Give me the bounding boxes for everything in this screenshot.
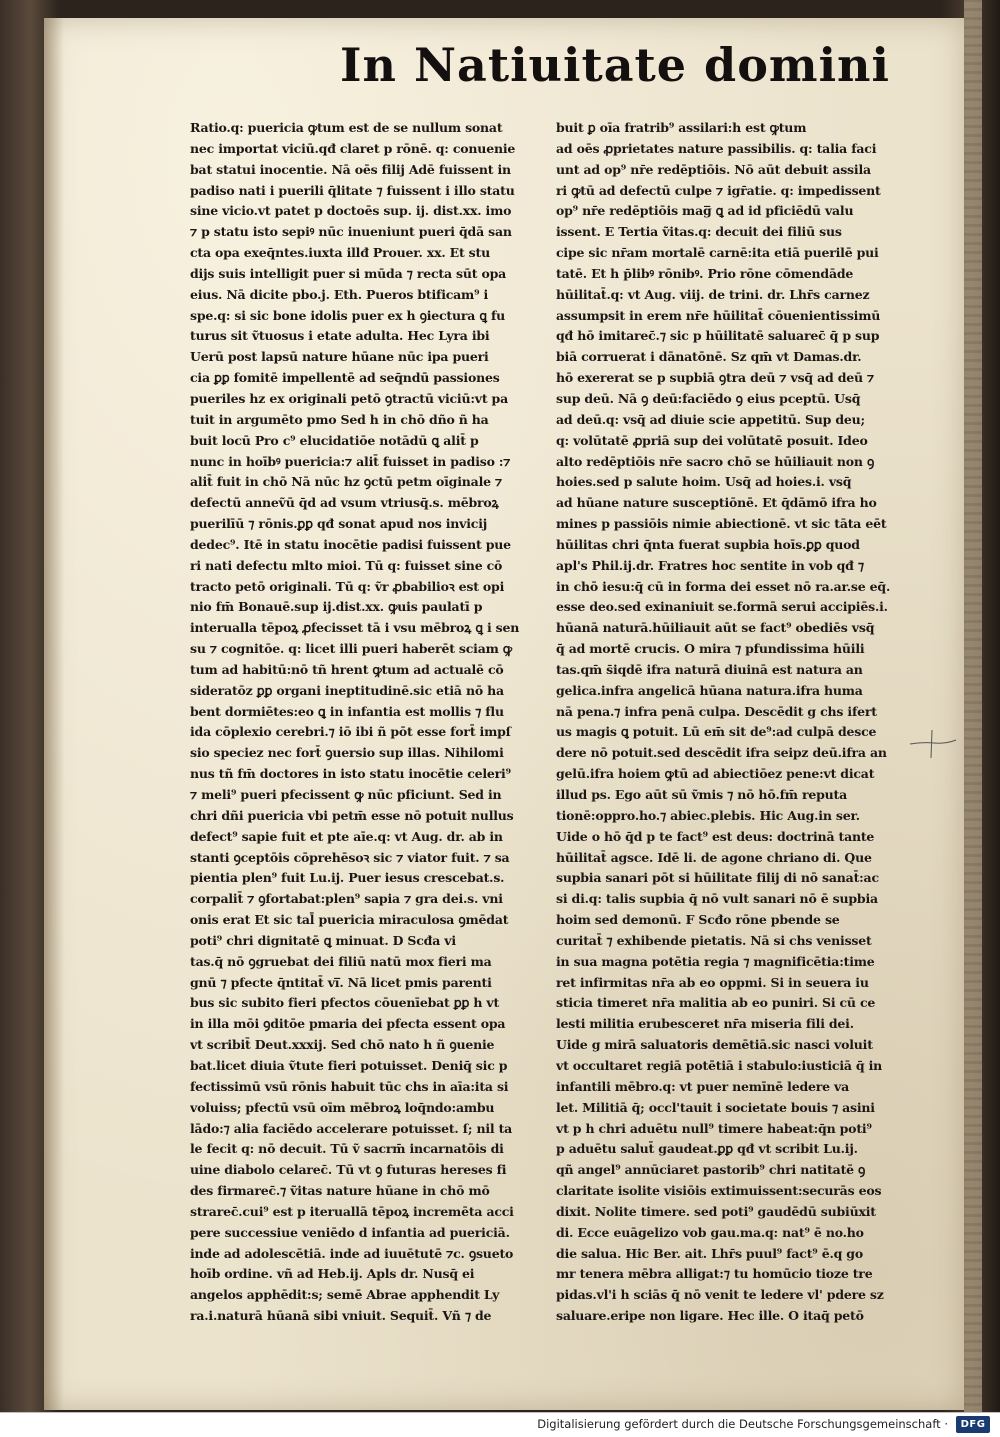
text-line: tracto petō originali. Tū q: ṽr ꝓbabilioꝛ est opi [190, 578, 505, 594]
text-line: ⁊ p statu isto sepiꝰ nūc inueniunt pueri q̄dā san [190, 224, 512, 240]
text-line: dixit. Nolite timere. sed poti⁹ gaudēdū subiūxit [556, 1203, 876, 1219]
text-line: pueriles hz ex originali petō ꝯtractū viciū:vt pa [190, 390, 508, 406]
text-line: dedec⁹. Itē in statu inocētie padisi fuissent pue [190, 536, 511, 552]
text-line: poti⁹ chri dignitatē ꝗ minuat. D Scđa vi [190, 932, 456, 948]
text-line: buit locū Pro c⁹ elucidatiōe notādū ꝗ alit̄ p [190, 432, 479, 448]
text-line: nus tñ fm̄ doctores in isto statu inocētie celeri⁹ [190, 766, 511, 782]
text-line: let. Militiā q̄; occl'tauit i societate bouis ⁊ asini [556, 1099, 875, 1115]
text-line: fectissimū vsū rōnis habuit tūc chs in aīa:ita si [190, 1078, 509, 1094]
text-line: curitat̄ ⁊ exhibende pietatis. Nā si chs venisset [556, 932, 872, 948]
text-line: dere nō potuit.sed descēdit ifra seipz deū.ifra an [556, 745, 887, 761]
text-line: des firmarec̄.⁊ ṽitas nature hūane in chō mō [190, 1183, 490, 1199]
text-line: ret infirmitas nr̄a ab eo oppmi. Si in seuera iu [556, 974, 869, 990]
text-line: us magis ꝗ potuit. Lū em̄ sit de⁹:ad culpā desce [556, 724, 877, 740]
text-line: tuit in argumēto pmo Sed h in chō dño ñ ha [190, 411, 489, 427]
text-line: nec importat viciū.qđ claret p rōnē. q: conuenie [190, 140, 516, 156]
text-line: esse deo.sed exinaniuit se.formā serui accipiēs.i. [556, 599, 888, 615]
text-column-left [190, 118, 540, 1327]
text-line: in sua magna potētia regia ⁊ magnificētia:time [556, 953, 875, 969]
text-line: gelica.infra angelicā hūana natura.ifra huma [556, 682, 863, 698]
text-line: ri nati defectu mlto mioi. Tū q: fuisset sine cō [190, 557, 503, 573]
text-line: vt scribit̄ Deut.xxxij. Sed chō nato h ñ ꝯuenie [190, 1037, 495, 1053]
text-line: voluiss; pfectū vsū oīm mēbroꝝ loq̄ndo:ambu [190, 1099, 495, 1115]
text-line: angelos apphēdit:s; semē Abrae apphendit Ly [190, 1287, 500, 1303]
text-line: defect⁹ sapie fuit et pte aīe.q: vt Aug. dr. ab in [190, 828, 503, 844]
text-line: gnū ⁊ pfecte q̄ntitat̄ vi̅. Nā licet pmis parenti [190, 974, 492, 990]
text-line: vt p h chri aduētu null⁹ timere habeat:q̄n poti⁹ [556, 1120, 872, 1136]
text-line: strarec̄.cui⁹ est p iteruallā tēpoꝝ incremēta acci [190, 1203, 514, 1219]
text-line: Ratio.q: puericia ꝙtum est de se nullum sonat [190, 120, 503, 135]
text-line: sideratōz ꝑꝑ organi ineptitudinē.sic etiā nō ha [190, 682, 504, 698]
dfg-logo[interactable]: DFG [956, 1416, 990, 1433]
text-line: sticia timeret nr̄a malitia ab eo puniri. Si cū ce [556, 995, 876, 1011]
text-line: op⁹ nr̄e redēptiōis mag̅ ꝗ ad id pficiēdū valu [556, 203, 854, 219]
page-gutter-shadow [44, 18, 64, 1410]
text-line: q̄ ad mortē crucis. O mira ⁊ pfundissima hūili [556, 641, 865, 657]
text-line: cta opa exeq̄ntes.iuxta illđ Prouer. xx. Et stu [190, 245, 490, 261]
text-line: hō exererat se p supbiā ꝯtra deū ⁊ vsq̄ ad deū ⁊ [556, 370, 874, 386]
text-line: corpalit̄ ⁊ ꝯfortabat:plen⁹ sapia ⁊ gra dei.s. vni [190, 891, 503, 907]
text-line: pientia plen⁹ fuit Lu.ij. Puer iesus crescebat.s. [190, 870, 505, 886]
text-line: qđ hō imitarec̄.⁊ sic p hūilitatē saluarec̄ q̄ p sup [556, 328, 880, 344]
text-line: hoies.sed p salute hoim. Usq̄ ad hoies.i. vsq̄ [556, 474, 852, 490]
text-line: hoim sed demonū. F Scđo rōne pbende se [556, 912, 840, 928]
text-line: hūilitas chri q̄nta fuerat supbia hoīs.ꝑꝑ quod [556, 536, 860, 552]
text-line: turus sit ṽtuosus i etate adulta. Hec Lyra ibi [190, 328, 490, 344]
text-line: bus sic subito fieri pfectos cōuenīebat ꝑꝑ h vt [190, 995, 500, 1011]
text-line: cipe sic nr̄am mortalē carnē:ita etiā puerilē pui [556, 245, 879, 261]
text-line: ad hūane nature susceptiōnē. Et q̄dāmō ifra ho [556, 495, 877, 511]
text-line: su ⁊ cognitōe. q: licet illi pueri haberēt sciam ꝙ [190, 641, 512, 657]
text-line: mr tenera mēbra alligat:⁊ tu homūcio tioze tre [556, 1266, 873, 1282]
text-line: hoīb ordine. vñ ad Heb.ij. Apls dr. Nusq̄ ei [190, 1266, 475, 1282]
text-line: infantili mēbro.q: vt puer nemīnē ledere va [556, 1078, 850, 1094]
text-line: spe.q: si sic bone idolis puer ex h ꝯiectura ꝗ fu [190, 307, 506, 323]
text-line: biā corruerat i dānatōnē. Sz qm̄ vt Damas.dr. [556, 349, 862, 365]
text-line: nā pena.⁊ infra penā culpa. Descēdit g chs ifert [556, 703, 877, 719]
text-line: nio fm̄ Bonauē.sup ij.dist.xx. ꝙuis paulatī p [190, 599, 483, 615]
text-line: mines p passiōis nimie abiectionē. vt sic tāta eēt [556, 516, 887, 532]
text-line: Uide o hō q̄d p te fact⁹ est deus: doctrinā tante [556, 828, 875, 844]
text-line: lesti militia erubesceret nr̄a miseria fili dei. [556, 1016, 854, 1032]
text-line: assumpsit in erem nr̄e hūilitat̄ cōuenientissimū [556, 307, 881, 323]
text-line: Uerū post lapsū nature hūane nūc ipa pueri [190, 349, 489, 365]
text-line: pidas.vl'i h sciās q̄ nō venit te ledere vl' pdere sz [556, 1287, 884, 1303]
text-line: tum ad habitū:nō tñ hrent ꝙtum ad actualē cō [190, 661, 504, 677]
text-line: hūilitat̄.q: vt Aug. viij. de trini. dr. Lhr̄s carnez [556, 286, 870, 302]
page-heading: In Natiuitate domini [340, 38, 890, 92]
color-reference-strip [964, 0, 982, 1412]
text-line: ⁊ meli⁹ pueri pfecissent ꝙ nūc pficiunt. Sed in [190, 787, 502, 802]
text-line: ida cōplexio cerebri.⁊ iō ibi ñ pōt esse fort̄ impſ [190, 724, 511, 740]
text-line: bat statui inocentie. Nā oēs filij Adē fuissent in [190, 161, 511, 177]
text-line: tatē. Et h p̄libꝰ rōnibꝰ. Prio rōne cōmendāde [556, 265, 854, 281]
text-line: defectū anneṽū q̄d ad vsum vtriusq̄.s. mēbroꝝ [190, 495, 499, 511]
text-line: padiso nati i puerili q̄litate ⁊ fuissent i illo statu [190, 182, 515, 198]
text-line: ad oēs ꝓprietates nature passibilis. q: talia faci [556, 140, 877, 156]
text-line: interualla tēpoꝝ ꝓfecisset tā i vsu mēbroꝝ ꝗ i sen [190, 620, 520, 636]
text-line: chri dñi puericia vbi petm̄ esse nō potuit nullus [190, 807, 514, 823]
text-line: uine diabolo celarec̄. Tū vt ꝯ futuras hereses fi [190, 1162, 507, 1178]
text-line: stanti ꝯceptōis cōprehēsoꝛ sic ⁊ viator fuit. ⁊ sa [190, 849, 510, 865]
footer-credit-text: Digitalisierung gefördert durch die Deutsche Forschungsgemeinschaft · [537, 1417, 948, 1431]
text-line: Uide g mirā saluatoris demētiā.sic nasci voluit [556, 1037, 873, 1053]
text-column-right [556, 118, 906, 1327]
text-line: nunc in hoībꝰ puericia:⁊ alit̄ fuisset in padiso :⁊ [190, 453, 511, 469]
text-line: apl's Phil.ij.dr. Fratres hoc sentite in vob qđ ⁊ [556, 557, 864, 573]
text-line: unt ad op⁹ nr̄e redēptiōis. Nō aūt debuit assila [556, 161, 871, 177]
text-line: supbia sanari pōt si hūilitate filij di nō sanat̄:ac [556, 870, 879, 886]
text-line: p aduētu salut̄ gaudeat.ꝑꝑ qđ vt scribit Lu.ij. [556, 1141, 858, 1157]
text-line: q: volūtatē ꝓpriā sup dei volūtatē posuit. Ideo [556, 432, 868, 448]
text-line: le fecit q: nō decuit. Tū ṽ sacrm̄ incarnatōis di [190, 1141, 504, 1157]
text-line: hūanā naturā.hūiliauit aūt se fact⁹ obediēs vsq̄ [556, 620, 875, 636]
text-line: pere successiue veniēdo d infantia ad puericiā. [190, 1224, 510, 1240]
text-line: in illa mōi ꝯditōe pmaria dei pfecta essent opa [190, 1016, 506, 1032]
text-line: bent dormiētes:eo ꝗ in infantia est mollis ⁊ flu [190, 703, 504, 719]
text-line: qñ angel⁹ annūciaret pastorib⁹ chri natitatē ꝯ [556, 1162, 866, 1178]
text-line: eius. Nā dicite pbo.j. Eth. Pueros btificam⁹ i [190, 286, 489, 302]
text-line: claritate isolite visiōis extimuissent:securās eos [556, 1183, 882, 1199]
text-line: ra.i.naturā hūanā sibi vniuit. Sequit̄. Vñ ⁊ de [190, 1308, 492, 1324]
text-line: onis erat Et sic tal̄ puericia miraculosa ꝯmēdat [190, 912, 509, 928]
text-line: ad deū.q: vsq̄ ad diuie scie appetitū. Sup deu; [556, 411, 865, 427]
text-line: alto redēptiōis nr̄e sacro chō se hūiliauit non ꝯ [556, 453, 875, 469]
text-line: illud ps. Ego aūt sū ṽmis ⁊ nō hō.fm̄ reputa [556, 787, 847, 802]
text-line: issent. E Tertia ṽitas.q: decuit dei filiū sus [556, 224, 842, 240]
text-line: vt occultaret regiā potētiā i stabulo:iusticiā q̄ in [556, 1057, 883, 1073]
text-line: puerilīū ⁊ rōnis.ꝑꝑ qđ sonat apud nos invicij [190, 516, 488, 532]
text-line: tas.q̄ nō ꝯgruebat dei filiū natū mox fieri ma [190, 953, 492, 969]
text-line: saluare.eripe non ligare. Hec ille. O itaq̄ petō [556, 1308, 864, 1324]
text-line: sio speciez nec fort̄ ꝯuersio sup illas. Nihilomi [190, 745, 504, 761]
text-line: tas.qm̄ s̄iqdē ifra naturā diuinā est natura an [556, 661, 863, 677]
text-line: tionē:oppro.ho.⁊ abiec.plebis. Hic Aug.in ser. [556, 807, 860, 823]
text-line: lādo:⁊ alia faciēdo accelerare potuisset. ſ; nil ta [190, 1120, 513, 1136]
digitization-footer [0, 1412, 1000, 1437]
text-line: cia ꝑꝑ fomitē impellentē ad seq̄ndū passiones [190, 370, 500, 386]
text-line: dijs suis intelligit puer si mūda ⁊ recta sūt opa [190, 265, 507, 281]
text-line: gelū.ifra hoiem ꝙtū ad abiectiōez pene:vt dicat [556, 766, 875, 782]
text-line: ri ꝙtū ad defectū culpe ⁊ igr̄atie. q: impedissent [556, 182, 881, 198]
text-line: di. Ecce euāgelizo vob gau.ma.q: nat⁹ ē no.ho [556, 1224, 864, 1240]
text-line: sine vicio.vt patet p doctoēs sup. ij. dist.xx. imo [190, 203, 512, 219]
text-line: bat.licet diuia ṽtute fieri potuisset. Deniq̄ sic p [190, 1057, 508, 1073]
text-line: hūilitat̄ agsce. Idē li. de agone chriano di. Que [556, 849, 872, 865]
text-line: si di.q: talis supbia q̄ nō vult sanari nō ē supbia [556, 891, 878, 907]
text-line: in chō iesu:q̄ cū in forma dei esset nō ra.ar.se eq̄. [556, 578, 891, 594]
text-line: sup deū. Nā ꝯ deū:faciēdo ꝯ eius pceptū. Usq̄ [556, 390, 861, 406]
text-line: buit ꝑ oīa fratrib⁹ assilari:h est ꝙtum [556, 120, 807, 135]
text-line: alit̄ fuit in chō Nā nūc hz ꝯctū petm oīginale ⁊ [190, 474, 502, 490]
margin-annotation-mark [908, 724, 958, 764]
text-line: inde ad adolescētiā. inde ad iuuētutē ⁊c. ꝯsueto [190, 1245, 514, 1261]
text-line: die salua. Hic Ber. ait. Lhr̄s puul⁹ fact⁹ ē.q go [556, 1245, 863, 1261]
